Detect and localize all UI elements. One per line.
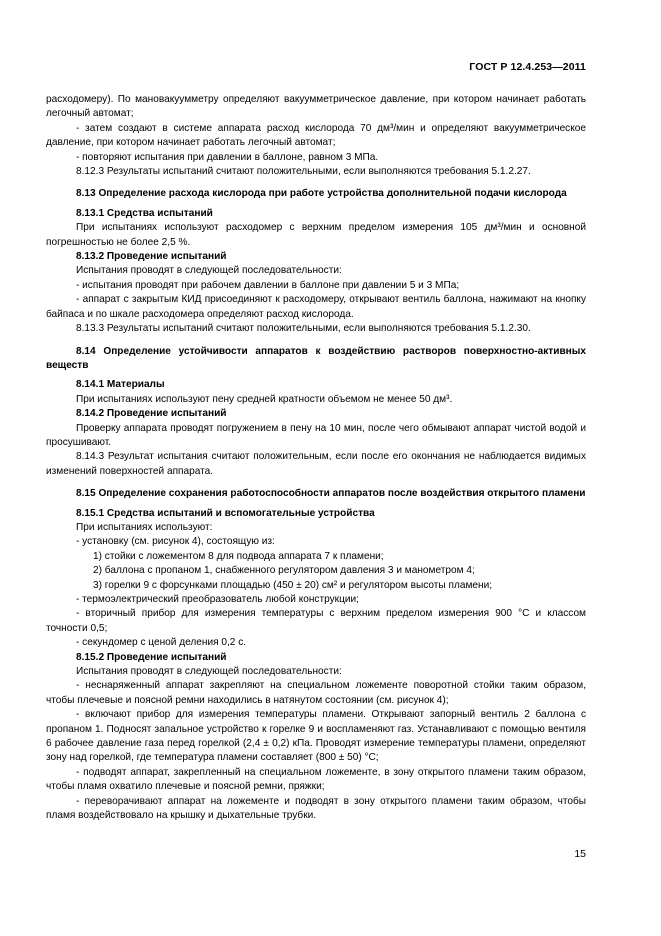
page-number: 15 xyxy=(574,848,586,860)
paragraph: Испытания проводят в следующей последовательности: xyxy=(76,265,342,277)
section-heading-8-15: 8.15 Определение сохранения работоспособности аппаратов после воздействия открытого пламени xyxy=(76,488,586,500)
list-item: - подводят аппарат, закрепленный на специальном ложементе, в зону открытого пламени таким образом, чтобы пламя охватило плечевые и поясной ремни, пряжки; xyxy=(46,766,586,793)
standard-header: ГОСТ Р 12.4.253—2011 xyxy=(469,61,586,73)
paragraph: При испытаниях используют: xyxy=(76,521,213,533)
numbered-item: 1) стойки с ложементом 8 для подвода аппарата 7 к пламени; xyxy=(93,550,384,562)
section-heading-8-13: 8.13 Определение расхода кислорода при работе устройства дополнительной подачи кислорода xyxy=(76,188,567,200)
section-heading-8-14: 8.14 Определение устойчивости аппаратов к воздействию растворов поверхностно-активных веществ xyxy=(46,345,586,371)
paragraph: 8.14.3 Результат испытания считают положительным, если после его окончания не наблюдается видимых изменений поверхностей аппарата. xyxy=(46,451,586,477)
list-item: - термоэлектрический преобразователь любой конструкции; xyxy=(76,594,359,605)
numbered-item: 3) горелки 9 с форсунками площадью (450 ± 20) см² и регулятором высоты пламени; xyxy=(93,579,493,591)
paragraph: При испытаниях используют пену средней кратности объемом не менее 50 дм³. xyxy=(76,393,453,405)
numbered-item: 2) баллона с пропаном 1, снабженного регулятором давления 3 и манометром 4; xyxy=(93,565,475,577)
list-item: - аппарат с закрытым КИД присоединяют к расходомеру, открывают вентиль баллона, нажимают на кнопку байпаса и по шкале расходомера определяют расход кислорода. xyxy=(46,294,586,320)
paragraph: 8.13.3 Результаты испытаний считают положительными, если выполняются требования 5.1.2.30. xyxy=(76,323,531,335)
list-item: - испытания проводят при рабочем давлении в баллоне при давлении 5 и 3 МПа; xyxy=(76,279,460,291)
subsection-heading-8-14-2: 8.14.2 Проведение испытаний xyxy=(76,408,227,420)
list-item: - затем создают в системе аппарата расход кислорода 70 дм³/мин и определяют вакуумметрическое давление, при котором начинает работать легочный автомат; xyxy=(46,122,586,149)
paragraph: При испытаниях используют расходомер с верхним пределом измерения 105 дм³/мин и основной погрешностью не более 2,5 %. xyxy=(46,222,586,248)
list-item: - неснаряженный аппарат закрепляют на специальном ложементе поворотной стойки таким образом, чтобы плечевые и поясной ремни находились в натянутом состоянии (см. рисунок 4); xyxy=(46,680,586,706)
subsection-heading-8-15-1: 8.15.1 Средства испытаний и вспомогательные устройства xyxy=(76,507,375,519)
list-item: - повторяют испытания при давлении в баллоне, равном 3 МПа. xyxy=(76,151,379,163)
paragraph: 8.12.3 Результаты испытаний считают положительными, если выполняются требования 5.1.2.27. xyxy=(76,166,531,178)
list-item: - секундомер с ценой деления 0,2 с. xyxy=(76,637,247,649)
list-item: - включают прибор для измерения температуры пламени. Открывают запорный вентиль 2 баллона с пропаном 1. Подносят запальное устройство к горелке 9 и воспламеняют газ. Устанавливают с помощью вентиля 6 рабочее давление газа перед горелкой (2,4 ± 0,2) кПа. Проводят измерение температуры пламени, определяют зону над горелкой, где температура пламени составляет (800 ± 50) °С; xyxy=(46,709,586,764)
list-item: - установку (см. рисунок 4), состоящую из: xyxy=(76,536,275,548)
paragraph: Проверку аппарата проводят погружением в пену на 10 мин, после чего обмывают аппарат чистой водой и просушивают. xyxy=(46,422,586,448)
paragraph: Испытания проводят в следующей последовательности: xyxy=(76,666,342,678)
subsection-heading-8-13-1: 8.13.1 Средства испытаний xyxy=(76,207,213,219)
subsection-heading-8-13-2: 8.13.2 Проведение испытаний xyxy=(76,251,227,263)
document-body xyxy=(46,93,586,824)
subsection-heading-8-14-1: 8.14.1 Материалы xyxy=(76,379,165,391)
subsection-heading-8-15-2: 8.15.2 Проведение испытаний xyxy=(76,651,227,663)
paragraph: расходомеру). По мановакуумметру определяют вакуумметрическое давление, при котором начинает работать легочный автомат; xyxy=(46,94,586,120)
list-item: - вторичный прибор для измерения температуры с верхним пределом измерения 900 °С и классом точности 0,5; xyxy=(46,608,586,634)
list-item: - переворачивают аппарат на ложементе и подводят в зону открытого пламени таким образом, чтобы пламя воздействовало на крышку и дыхательные трубки. xyxy=(46,795,586,822)
